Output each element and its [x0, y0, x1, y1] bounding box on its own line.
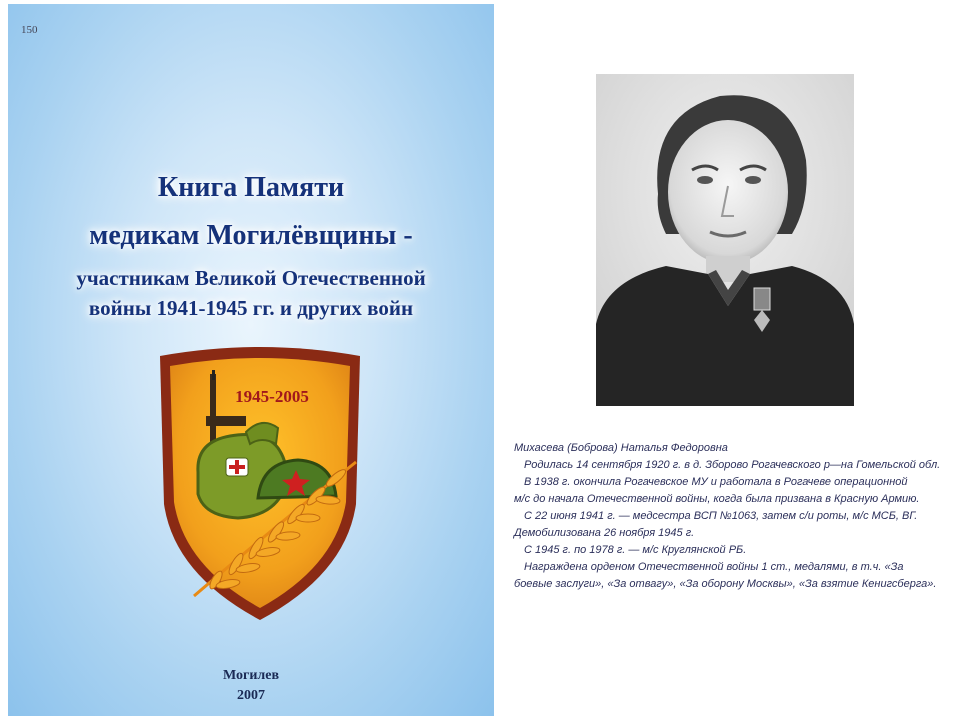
bio-service-b: Демобилизована 26 ноября 1945 г.	[514, 527, 695, 539]
bio-born: Родилась 14 сентября 1920 г. в д. Зборово Рогачевского р—на Гомельской обл.	[524, 459, 941, 471]
bio-awards-b: боевые заслуги», «За отвагу», «За оборону Москвы», «За взятие Кенигсберга».	[514, 578, 937, 590]
cover-year: 2007	[237, 688, 265, 703]
memorial-emblem	[146, 344, 374, 624]
cover-subtitle-line2: войны 1941-1945 гг. и других войн	[88, 296, 414, 320]
biography-page	[500, 0, 960, 720]
cover-subtitle-line1: участникам Великой Отечественной	[76, 266, 426, 290]
biography-text	[514, 440, 954, 593]
emblem-years: 1945-2005	[235, 387, 309, 406]
portrait-photo	[596, 74, 854, 406]
bio-name: Михасева (Боброва) Наталья Федоровна	[514, 442, 728, 454]
bio-postwar: С 1945 г. по 1978 г. — м/с Круглянской РБ.	[524, 544, 747, 556]
bio-education-b: м/с до начала Отечественной войны, когда была призвана в Красную Армию.	[514, 493, 920, 505]
bio-service-a: С 22 июня 1941 г. — медсестра ВСП №1063, затем с/и роты, м/с МСБ, ВГ.	[524, 510, 918, 522]
book-cover	[8, 4, 494, 716]
handwritten-number: 150	[21, 24, 38, 36]
bio-awards-a: Награждена орденом Отечественной войны 1 ст., медалями, в т.ч. «За	[524, 561, 904, 573]
bio-education-a: В 1938 г. окончила Рогачевское МУ и работала в Рогачеве операционной	[524, 476, 908, 488]
cover-title-line1: Книга Памяти	[157, 172, 345, 203]
cover-title-line2: медикам Могилёвщины -	[89, 220, 413, 251]
cover-city: Могилев	[222, 668, 280, 683]
